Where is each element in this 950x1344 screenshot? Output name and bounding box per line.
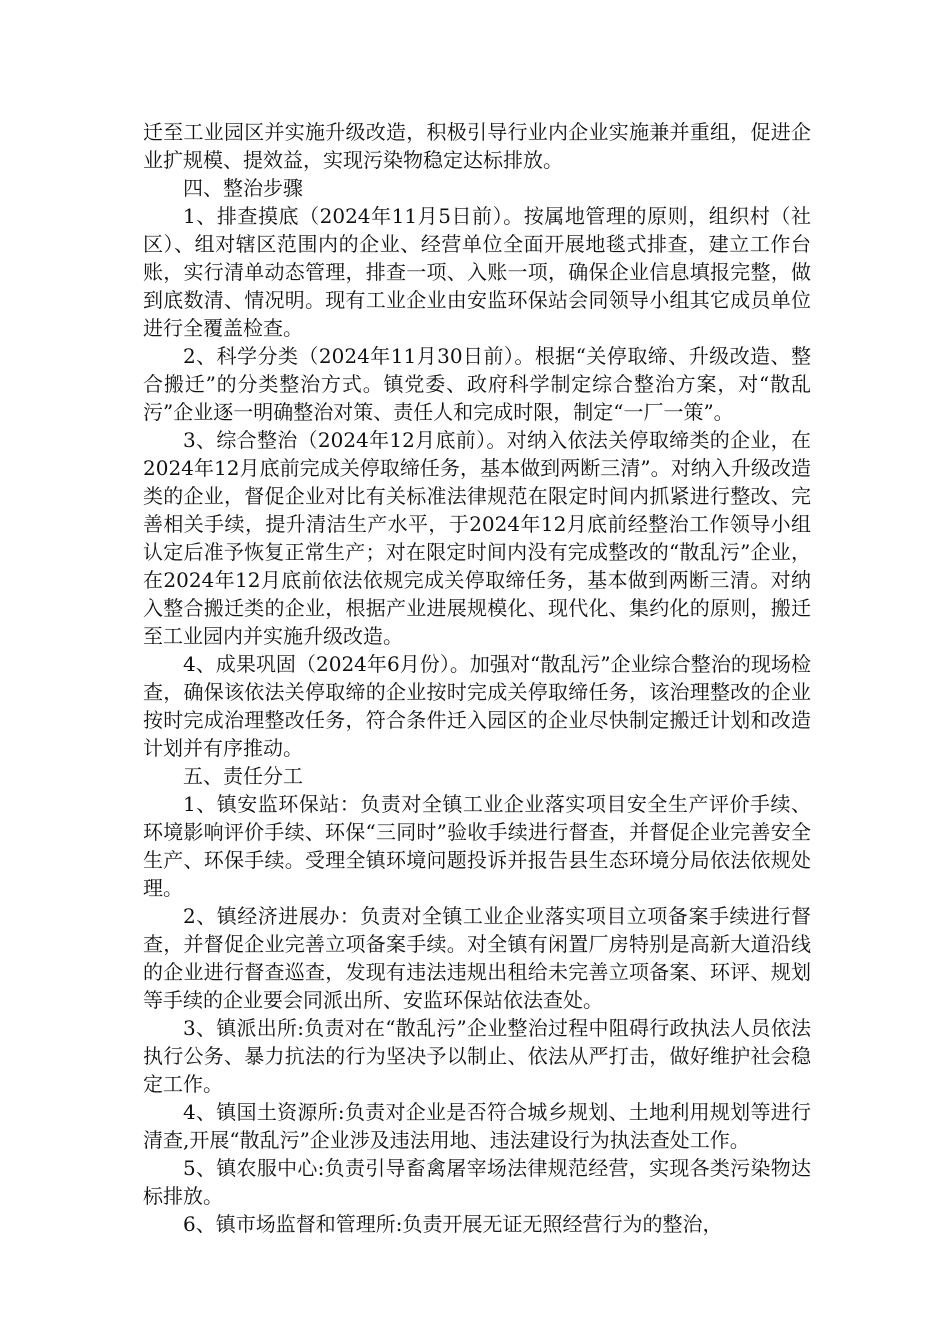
section-heading-responsibilities: 五、责任分工	[183, 764, 303, 788]
paragraph-step-3: 3、综合整治（2024年12月底前）。对纳入依法关停取缔类的企业，在2024年12月底前完成关停取缔任务，基本做到两断三清”。对纳入升级改造类的企业，督促企业对比有关标准法律规范在限定时间内抓紧进行整改、完善相关手续，提升清洁生产水平，于2024年12月底前经整治工作领导小组认定后准予恢复正常生产；对在限定时间内没有完成整改的“散乱污”企业，在2024年12月底前依法依规完成关停取缔任务，基本做到两断三清。对纳入整合搬迁类的企业，根据产业进展规模化、现代化、集约化的原则，搬迁至工业园内并实施升级改造。	[143, 428, 811, 648]
paragraph-duty-6: 6、镇市场监督和管理所:负责开展无证无照经营行为的整治，	[183, 1212, 723, 1236]
section-heading-steps: 四、整治步骤	[183, 176, 303, 200]
paragraph-step-2: 2、科学分类（2024年11月30日前）。根据“关停取缔、升级改造、整合搬迁”的分类整治方式。镇党委、政府科学制定综合整治方案，对“散乱污”企业逐一明确整治对策、责任人和完成时限，制定“一厂一策”。	[143, 344, 811, 424]
paragraph-duty-5: 5、镇农服中心:负责引导畜禽屠宰场法律规范经营，实现各类污染物达标排放。	[143, 1156, 811, 1208]
paragraph-step-1: 1、排查摸底（2024年11月5日前）。按属地管理的原则，组织村（社区）、组对辖区范围内的企业、经营单位全面开展地毯式排查，建立工作台账，实行清单动态管理，排查一项、入账一项，确保企业信息填报完整，做到底数清、情况明。现有工业企业由安监环保站会同领导小组其它成员单位进行全覆盖检查。	[143, 204, 811, 340]
paragraph-duty-3: 3、镇派出所:负责对在“散乱污”企业整治过程中阻碍行政执法人员依法执行公务、暴力抗法的行为坚决予以制止、依法从严打击，做好维护社会稳定工作。	[143, 1016, 811, 1096]
paragraph-step-4: 4、成果巩固（2024年6月份）。加强对“散乱污”企业综合整治的现场检查，确保该依法关停取缔的企业按时完成关停取缔任务，该治理整改的企业按时完成治理整改任务，符合条件迁入园区的企业尽快制定搬迁计划和改造计划并有序推动。	[143, 652, 811, 760]
paragraph-duty-2: 2、镇经济进展办：负责对全镇工业企业落实项目立项备案手续进行督查，并督促企业完善立项备案手续。对全镇有闲置厂房特别是高新大道沿线的企业进行督查巡查，发现有违法违规出租给未完善立项备案、环评、规划等手续的企业要会同派出所、安监环保站依法查处。	[143, 904, 811, 1012]
paragraph-continuation: 迁至工业园区并实施升级改造，积极引导行业内企业实施兼并重组，促进企业扩规模、提效益，实现污染物稳定达标排放。	[143, 120, 811, 172]
document-page	[143, 118, 811, 1238]
paragraph-duty-4: 4、镇国土资源所:负责对企业是否符合城乡规划、土地利用规划等进行清查,开展“散乱污”企业涉及违法用地、违法建设行为执法查处工作。	[143, 1100, 811, 1152]
paragraph-duty-1: 1、镇安监环保站：负责对全镇工业企业落实项目安全生产评价手续、环境影响评价手续、环保“三同时”验收手续进行督查，并督促企业完善安全生产、环保手续。受理全镇环境问题投诉并报告县生态环境分局依法依规处理。	[143, 792, 811, 900]
